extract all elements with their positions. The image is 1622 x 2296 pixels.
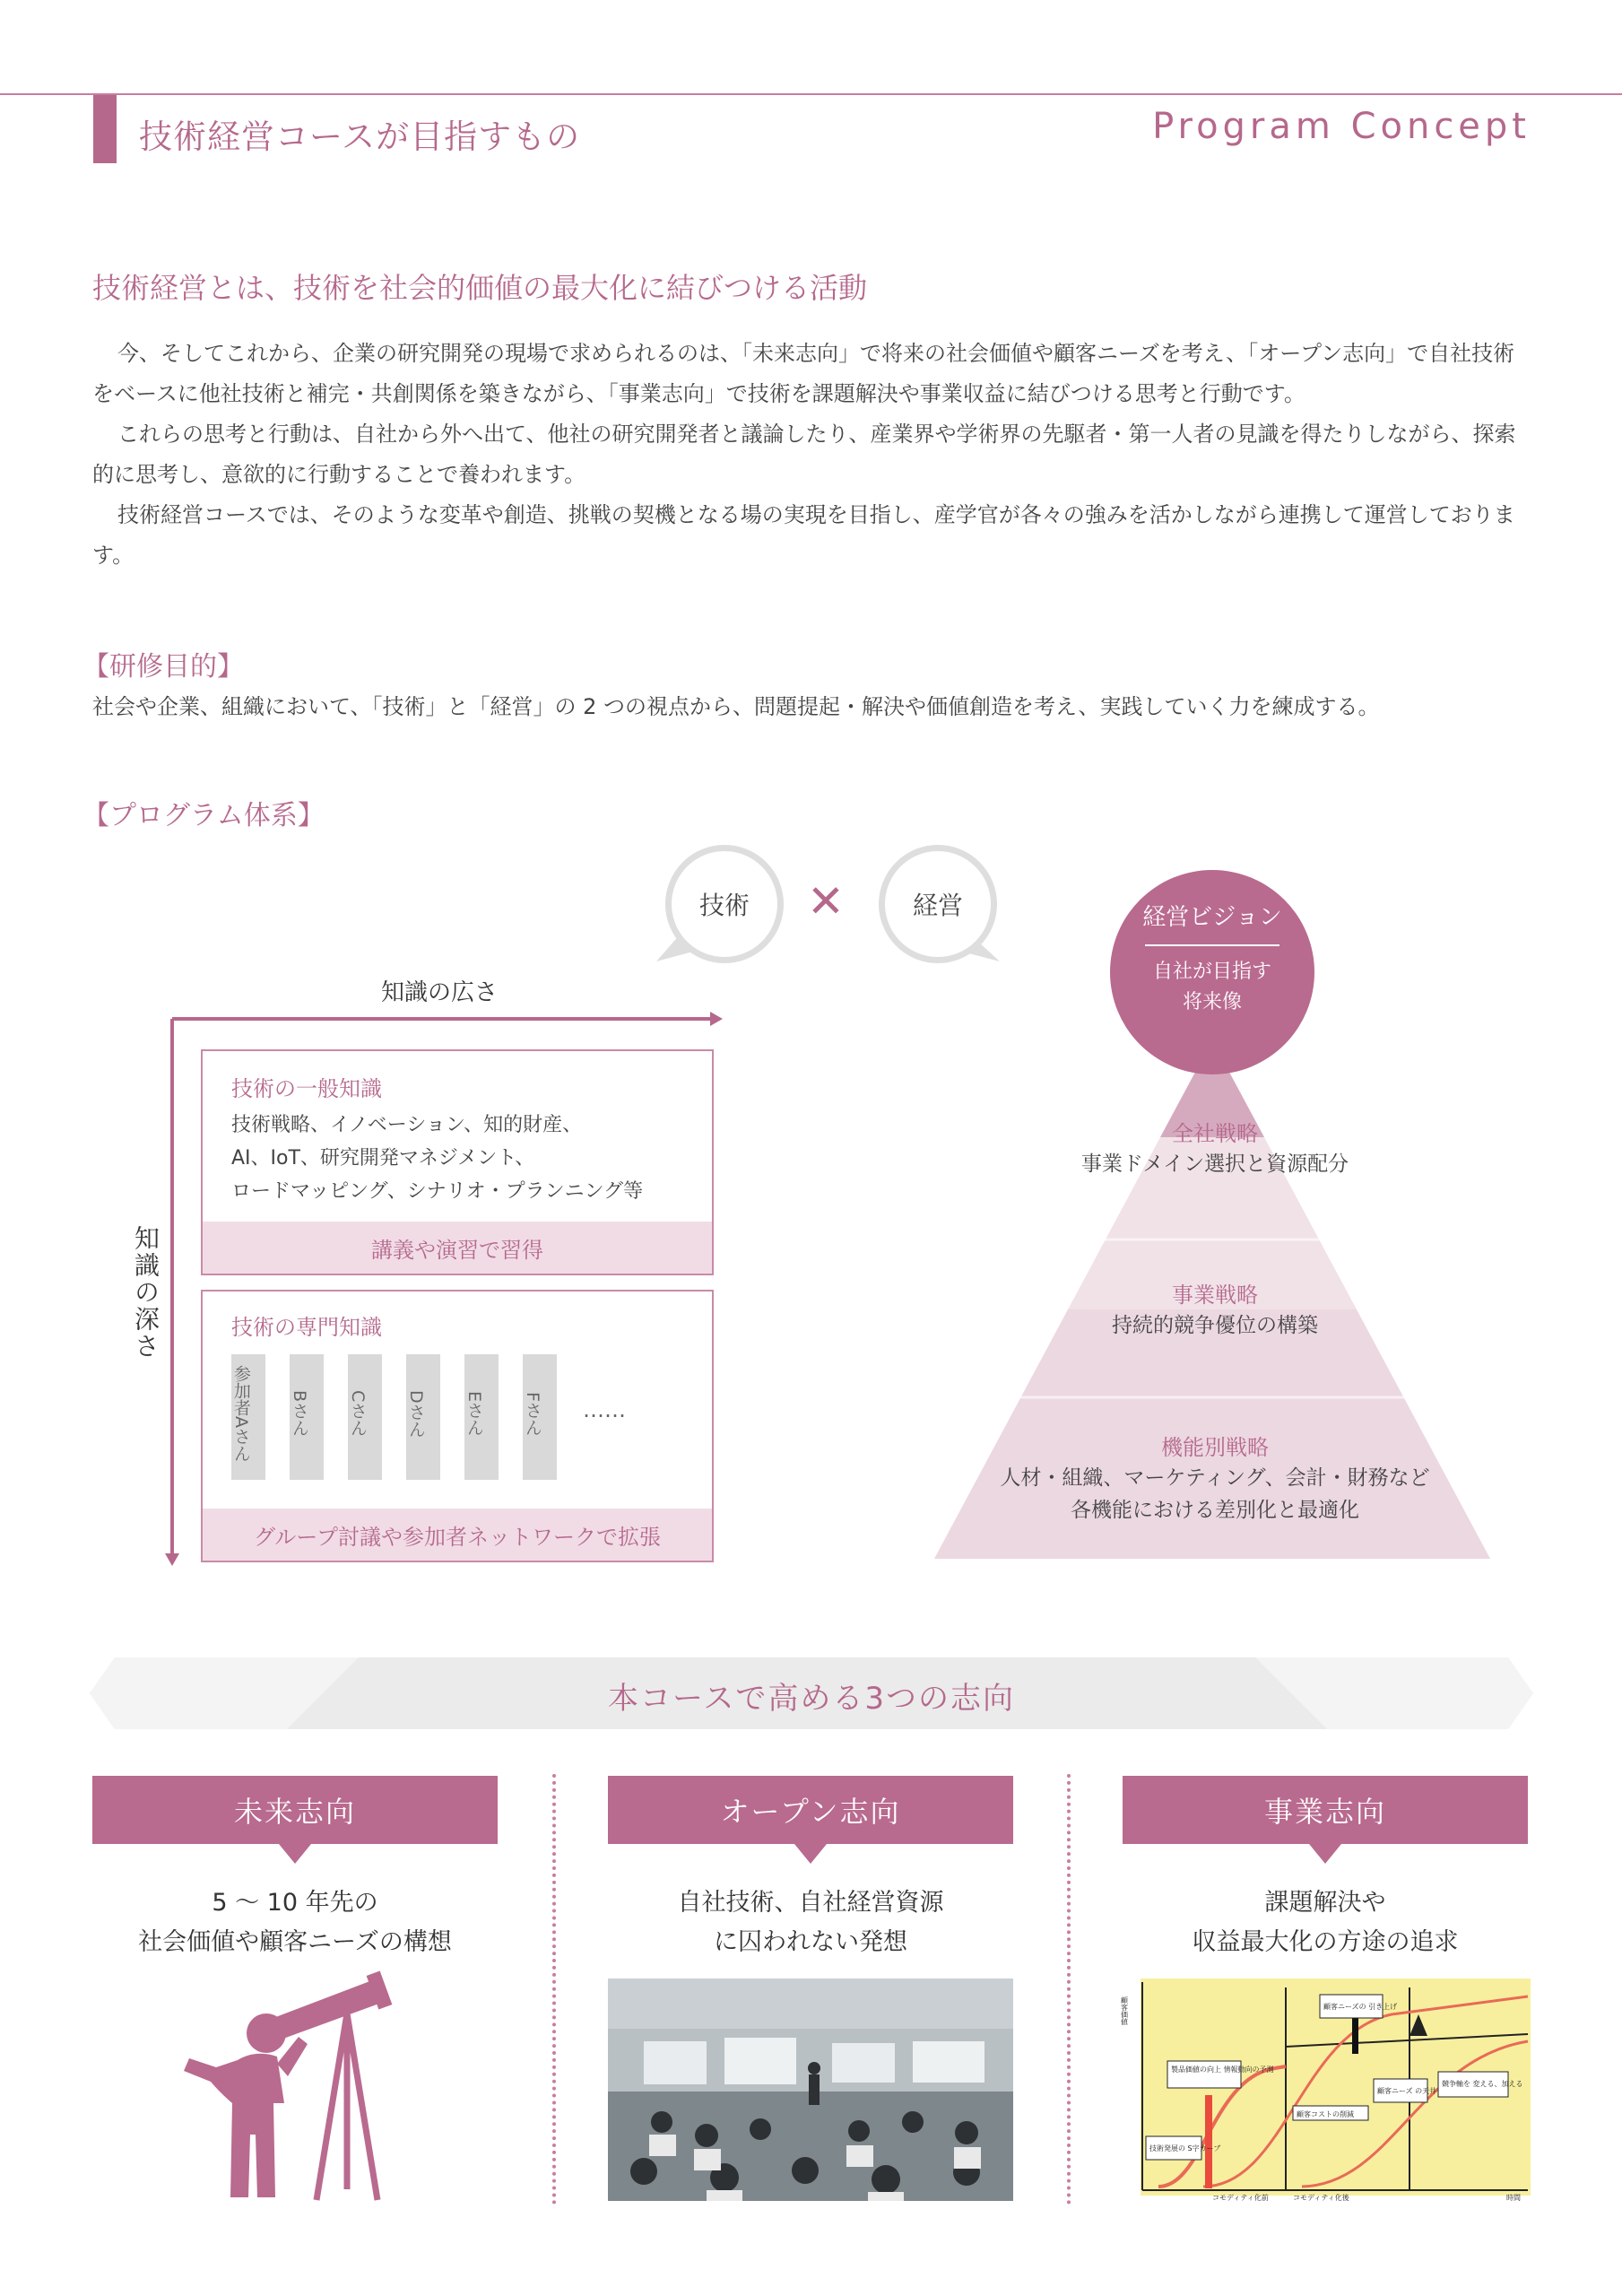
- future-orientation-header: 未来志向: [92, 1776, 498, 1844]
- graph-xlabel: コモディティ化後: [1293, 2194, 1349, 2202]
- graph-label: 顧客コストの削減: [1297, 2110, 1354, 2118]
- bubble-technology: 技術: [665, 845, 784, 963]
- vision-divider: [1145, 944, 1279, 946]
- text-line: 自社技術、自社経営資源: [677, 1889, 944, 1917]
- title-accent-bar: [93, 95, 117, 163]
- graph-label: 技術発展の S字カーブ: [1149, 2144, 1221, 2152]
- purpose-title: 【研修目的】: [82, 651, 244, 683]
- text-line: 5 ～ 10 年先の: [212, 1889, 378, 1917]
- functional-strategy-title: 機能別戦略: [1161, 1435, 1269, 1460]
- vision-line-2: 将来像: [1182, 991, 1242, 1013]
- vision-title: 経営ビジョン: [1142, 904, 1282, 931]
- top-rule: [0, 93, 1622, 95]
- graph-label: 顧客ニーズ の天井: [1377, 2087, 1437, 2095]
- axis-depth-label: 知識の深さ: [131, 1225, 160, 1360]
- graph-xlabel: コモディティ化前: [1212, 2194, 1269, 2202]
- general-knowledge-title: 技術の一般知識: [231, 1076, 382, 1101]
- open-orientation-text: [608, 1883, 1013, 1962]
- participant-f: Fさん: [523, 1354, 557, 1480]
- participant-c: Cさん: [348, 1354, 382, 1480]
- intro-paragraphs: [92, 334, 1536, 576]
- business-orientation-header: 事業志向: [1123, 1776, 1528, 1844]
- open-orientation-header: オープン志向: [608, 1776, 1013, 1844]
- section-heading: 技術経営とは、技術を社会的価値の最大化に結びつける活動: [92, 271, 868, 305]
- participant-e: Eさん: [464, 1354, 499, 1480]
- lecture-band: 講義や演習で習得: [203, 1222, 712, 1274]
- graph-yaxis-label: 顧客価値: [1120, 1996, 1129, 2025]
- participant-b: Bさん: [290, 1354, 324, 1480]
- text-line: に囚われない発想: [714, 1928, 907, 1956]
- business-strategy-text: 持続的競争優位の構築: [1112, 1314, 1318, 1337]
- purpose-text: 社会や企業、組織において、「技術」と「経営」の 2 つの視点から、問題提起・解決や価値創造を考え、実践していく力を練成する。: [92, 694, 1380, 719]
- corporate-strategy-text: 事業ドメイン選択と資源配分: [1080, 1152, 1349, 1176]
- general-knowledge-box: [201, 1049, 714, 1275]
- customer-value-graph: [1120, 1979, 1531, 2202]
- header-pointer: [794, 1844, 827, 1864]
- management-vision-circle: [1110, 870, 1314, 1074]
- header-pointer: [279, 1844, 311, 1864]
- graph-label: 製品価値の向上 情報動向の予測: [1171, 2066, 1274, 2074]
- text-line: 課題解決や: [1264, 1889, 1386, 1917]
- graph-label: 顧客ニーズの 引き上げ: [1323, 2003, 1398, 2011]
- paragraph: 今、そしてこれから、企業の研究開発の現場で求められるのは、「未来志向」で将来の社会価値や顧客ニーズを考え、「オープン志向」で自社技術をベースに他社技術と補完・共創関係を築きながら、「事業志向」で技術を課題解決や事業収益に結びつける思考と行動です。: [92, 341, 1515, 406]
- participant-a: 参加者Aさん: [231, 1354, 265, 1480]
- general-knowledge-list: [231, 1109, 643, 1208]
- paragraph: 技術経営コースでは、そのような変革や創造、挑戦の契機となる場の実現を目指し、産学官が各々の強みを活かしながら連携して運営しております。: [92, 502, 1515, 568]
- column-divider: [552, 1774, 556, 2205]
- program-concept-label: Program Concept: [1152, 106, 1531, 147]
- business-orientation-text: [1123, 1883, 1528, 1962]
- graph-xlabel: 時間: [1506, 2194, 1521, 2202]
- business-strategy-title: 事業戦略: [1172, 1283, 1258, 1308]
- times-icon: ✕: [807, 875, 845, 927]
- participant-d: Dさん: [406, 1354, 440, 1480]
- functional-strategy-text-2: 各機能における差別化と最適化: [1071, 1499, 1359, 1522]
- program-title: 【プログラム体系】: [82, 800, 325, 831]
- axis-breadth-label: 知識の広さ: [381, 979, 499, 1006]
- special-knowledge-title: 技術の専門知識: [231, 1315, 382, 1340]
- participants-ellipsis: ……: [583, 1397, 626, 1422]
- list-item: ロードマッピング、シナリオ・プランニング等: [231, 1180, 644, 1203]
- bubble-management: 経営: [879, 845, 997, 963]
- telescope-person-icon: [184, 1978, 399, 2202]
- future-orientation-text: [92, 1883, 498, 1962]
- header-pointer: [1309, 1844, 1341, 1864]
- special-knowledge-box: [201, 1290, 714, 1562]
- page-title: 技術経営コースが目指すもの: [139, 117, 581, 156]
- banner-text: 本コースで高める3つの志向: [608, 1681, 1015, 1717]
- list-item: AI、IoT、研究開発マネジメント、: [231, 1147, 535, 1170]
- network-band: グループ討議や参加者ネットワークで拡張: [203, 1509, 712, 1561]
- list-item: 技術戦略、イノベーション、知的財産、: [231, 1114, 583, 1136]
- seminar-photo: [608, 1979, 1013, 2201]
- graph-label: 競争軸を 変える、加える: [1442, 2080, 1523, 2088]
- column-divider: [1067, 1774, 1071, 2205]
- vision-line-1: 自社が目指す: [1152, 961, 1271, 983]
- text-line: 収益最大化の方途の追求: [1192, 1928, 1459, 1956]
- functional-strategy-text-1: 人材・組織、マーケティング、会計・財務など: [1000, 1466, 1430, 1490]
- text-line: 社会価値や顧客ニーズの構想: [138, 1928, 452, 1956]
- paragraph: これらの思考と行動は、自社から外へ出て、他社の研究開発者と議論したり、産業界や学術界の先駆者・第一人者の見識を得たりしながら、探索的に思考し、意欲的に行動することで養われます。: [92, 422, 1516, 487]
- corporate-strategy-title: 全社戦略: [1172, 1121, 1258, 1146]
